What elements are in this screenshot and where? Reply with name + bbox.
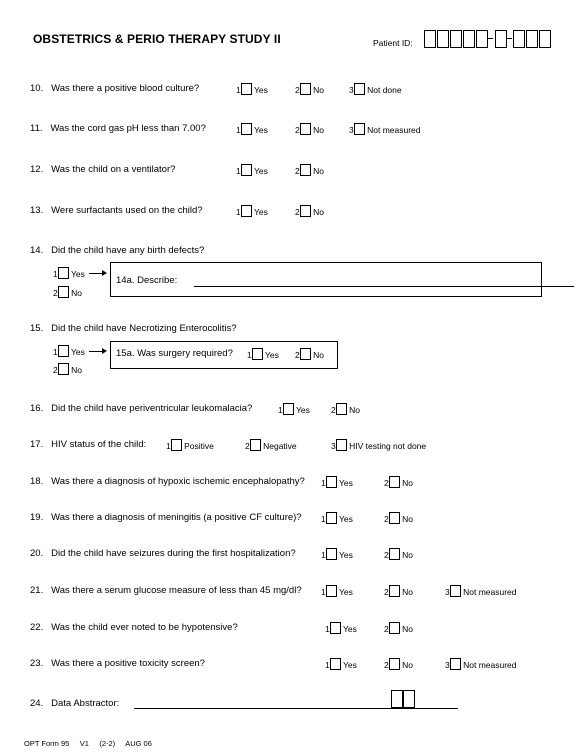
question-11: [30, 123, 206, 134]
patient-id-box[interactable]: [513, 30, 525, 48]
question-14: [30, 245, 204, 256]
q19-option-yes[interactable]: 1 Yes: [321, 514, 353, 524]
checkbox[interactable]: [336, 403, 347, 415]
q14-option-yes[interactable]: 1 Yes: [53, 269, 85, 279]
patient-id-box[interactable]: [450, 30, 462, 48]
checkbox[interactable]: [250, 439, 261, 451]
question-number: 22.: [30, 622, 44, 633]
q15a-label: 15a. Was surgery required?: [116, 348, 233, 359]
q17-option-negative[interactable]: 2 Negative: [245, 441, 297, 451]
q13-option-no[interactable]: 2 No: [295, 207, 324, 217]
q22-option-yes[interactable]: 1 Yes: [325, 624, 357, 634]
checkbox[interactable]: [300, 164, 311, 176]
data-abstractor-line[interactable]: [134, 708, 458, 709]
q14a-describe-line[interactable]: [194, 286, 574, 287]
question-number: 14.: [30, 245, 44, 256]
q16-option-yes[interactable]: 1 Yes: [278, 405, 310, 415]
checkbox[interactable]: [326, 512, 337, 524]
q14-option-no[interactable]: 2 No: [53, 288, 82, 298]
abstractor-code-box[interactable]: [391, 690, 403, 708]
question-18: [30, 476, 305, 487]
q21-option-no[interactable]: 2 No: [384, 587, 413, 597]
checkbox[interactable]: [389, 512, 400, 524]
q11-option-yes[interactable]: 1 Yes: [236, 125, 268, 135]
checkbox[interactable]: [58, 267, 69, 279]
question-text: HIV status of the child:: [51, 439, 147, 450]
checkbox[interactable]: [354, 83, 365, 95]
question-text: Were surfactants used on the child?: [51, 205, 203, 216]
question-12: [30, 164, 175, 175]
arrow-head: [102, 348, 107, 354]
q23-option-yes[interactable]: 1 Yes: [325, 660, 357, 670]
q10-option-yes[interactable]: 1 Yes: [236, 85, 268, 95]
q23-option-no[interactable]: 2 No: [384, 660, 413, 670]
question-21: [30, 585, 302, 596]
q12-option-no[interactable]: 2 No: [295, 166, 324, 176]
patient-id-box[interactable]: [424, 30, 436, 48]
question-number: 24.: [30, 698, 44, 709]
q23-option-not-measured[interactable]: 3 Not measured: [445, 660, 517, 670]
footer-form: OPT Form 95: [24, 739, 70, 748]
checkbox[interactable]: [389, 548, 400, 560]
question-number: 15.: [30, 323, 44, 334]
question-24: [30, 698, 119, 709]
checkbox[interactable]: [252, 348, 263, 360]
checkbox[interactable]: [58, 345, 69, 357]
checkbox[interactable]: [389, 622, 400, 634]
checkbox[interactable]: [283, 403, 294, 415]
question-number: 17.: [30, 439, 44, 450]
q15-option-yes[interactable]: 1 Yes: [53, 347, 85, 357]
question-text: Was there a diagnosis of hypoxic ischemic encephalopathy?: [51, 476, 305, 487]
arrow-head: [102, 270, 107, 276]
checkbox[interactable]: [389, 585, 400, 597]
question-text: Did the child have seizures during the first hospitalization?: [51, 548, 296, 559]
q12-option-yes[interactable]: 1 Yes: [236, 166, 268, 176]
q10-option-not-done[interactable]: 3 Not done: [349, 85, 402, 95]
q17-option-positive[interactable]: 1 Positive: [166, 441, 214, 451]
checkbox[interactable]: [336, 439, 347, 451]
q11-option-not-measured[interactable]: 3 Not measured: [349, 125, 421, 135]
q17-option-not-done[interactable]: 3 HIV testing not done: [331, 441, 427, 451]
question-15: [30, 323, 236, 334]
question-10: [30, 83, 199, 94]
abstractor-code-box[interactable]: [403, 690, 415, 708]
question-number: 12.: [30, 164, 44, 175]
question-23: [30, 658, 205, 669]
checkbox[interactable]: [389, 658, 400, 670]
checkbox[interactable]: [330, 622, 341, 634]
question-17: [30, 439, 146, 450]
q20-option-yes[interactable]: 1 Yes: [321, 550, 353, 560]
checkbox[interactable]: [300, 348, 311, 360]
checkbox[interactable]: [389, 476, 400, 488]
checkbox[interactable]: [326, 476, 337, 488]
q22-option-no[interactable]: 2 No: [384, 624, 413, 634]
question-19: [30, 512, 302, 523]
footer: [24, 739, 152, 748]
q19-option-no[interactable]: 2 No: [384, 514, 413, 524]
question-text: Did the child have any birth defects?: [51, 245, 205, 256]
q21-option-yes[interactable]: 1 Yes: [321, 587, 353, 597]
checkbox[interactable]: [326, 548, 337, 560]
checkbox[interactable]: [58, 363, 69, 375]
question-number: 11.: [30, 123, 43, 134]
checkbox[interactable]: [241, 205, 252, 217]
checkbox[interactable]: [241, 83, 252, 95]
checkbox[interactable]: [450, 585, 461, 597]
q16-option-no[interactable]: 2 No: [331, 405, 360, 415]
patient-id-dash: [488, 38, 493, 39]
q21-option-not-measured[interactable]: 3 Not measured: [445, 587, 517, 597]
question-number: 20.: [30, 548, 44, 559]
question-text: Was there a serum glucose measure of less than 45 mg/dl?: [51, 585, 302, 596]
patient-id-box[interactable]: [476, 30, 488, 48]
patient-id-box[interactable]: [437, 30, 449, 48]
question-text: Was the child on a ventilator?: [51, 164, 176, 175]
question-20: [30, 548, 296, 559]
question-text: Was there a diagnosis of meningitis (a positive CF culture)?: [51, 512, 302, 523]
question-number: 10.: [30, 83, 44, 94]
question-text: Was there a positive blood culture?: [51, 83, 200, 94]
checkbox[interactable]: [300, 205, 311, 217]
q11-option-no[interactable]: 2 No: [295, 125, 324, 135]
question-13: [30, 205, 203, 216]
question-number: 13.: [30, 205, 44, 216]
patient-id-box[interactable]: [463, 30, 475, 48]
checkbox[interactable]: [241, 164, 252, 176]
question-number: 18.: [30, 476, 44, 487]
question-number: 23.: [30, 658, 44, 669]
checkbox[interactable]: [171, 439, 182, 451]
patient-id-box[interactable]: [526, 30, 538, 48]
footer-date: AUG 06: [125, 739, 152, 748]
question-text: Data Abstractor:: [51, 698, 120, 709]
checkbox[interactable]: [241, 123, 252, 135]
q10-option-no[interactable]: 2 No: [295, 85, 324, 95]
patient-id-box[interactable]: [539, 30, 551, 48]
patient-id-dash: [507, 38, 512, 39]
q20-option-no[interactable]: 2 No: [384, 550, 413, 560]
question-number: 19.: [30, 512, 44, 523]
question-text: Did the child have Necrotizing Enterocolitis?: [51, 323, 237, 334]
form-title: OBSTETRICS & PERIO THERAPY STUDY II: [33, 32, 281, 46]
question-text: Did the child have periventricular leukomalacia?: [51, 403, 253, 414]
question-text: Was the child ever noted to be hypotensive?: [51, 622, 238, 633]
checkbox[interactable]: [300, 123, 311, 135]
question-text: Was the cord gas pH less than 7.00?: [50, 123, 206, 134]
question-16: [30, 403, 252, 414]
checkbox[interactable]: [450, 658, 461, 670]
question-text: Was there a positive toxicity screen?: [51, 658, 205, 669]
q18-option-no[interactable]: 2 No: [384, 478, 413, 488]
q15-option-no[interactable]: 2 No: [53, 365, 82, 375]
q13-option-yes[interactable]: 1 Yes: [236, 207, 268, 217]
footer-page: (2-2): [99, 739, 116, 748]
checkbox[interactable]: [58, 286, 69, 298]
q15a-option-yes[interactable]: 1 Yes: [247, 350, 279, 360]
arrow: [89, 273, 103, 274]
patient-id-box[interactable]: [495, 30, 507, 48]
arrow: [89, 351, 103, 352]
footer-version: V1: [79, 739, 89, 748]
patient-id-label: Patient ID:: [373, 38, 413, 48]
q14a-label: 14a. Describe:: [116, 275, 178, 286]
question-number: 21.: [30, 585, 44, 596]
question-22: [30, 622, 238, 633]
checkbox[interactable]: [330, 658, 341, 670]
checkbox[interactable]: [300, 83, 311, 95]
q15a-option-no[interactable]: 2 No: [295, 350, 324, 360]
question-number: 16.: [30, 403, 44, 414]
checkbox[interactable]: [354, 123, 365, 135]
q18-option-yes[interactable]: 1 Yes: [321, 478, 353, 488]
checkbox[interactable]: [326, 585, 337, 597]
